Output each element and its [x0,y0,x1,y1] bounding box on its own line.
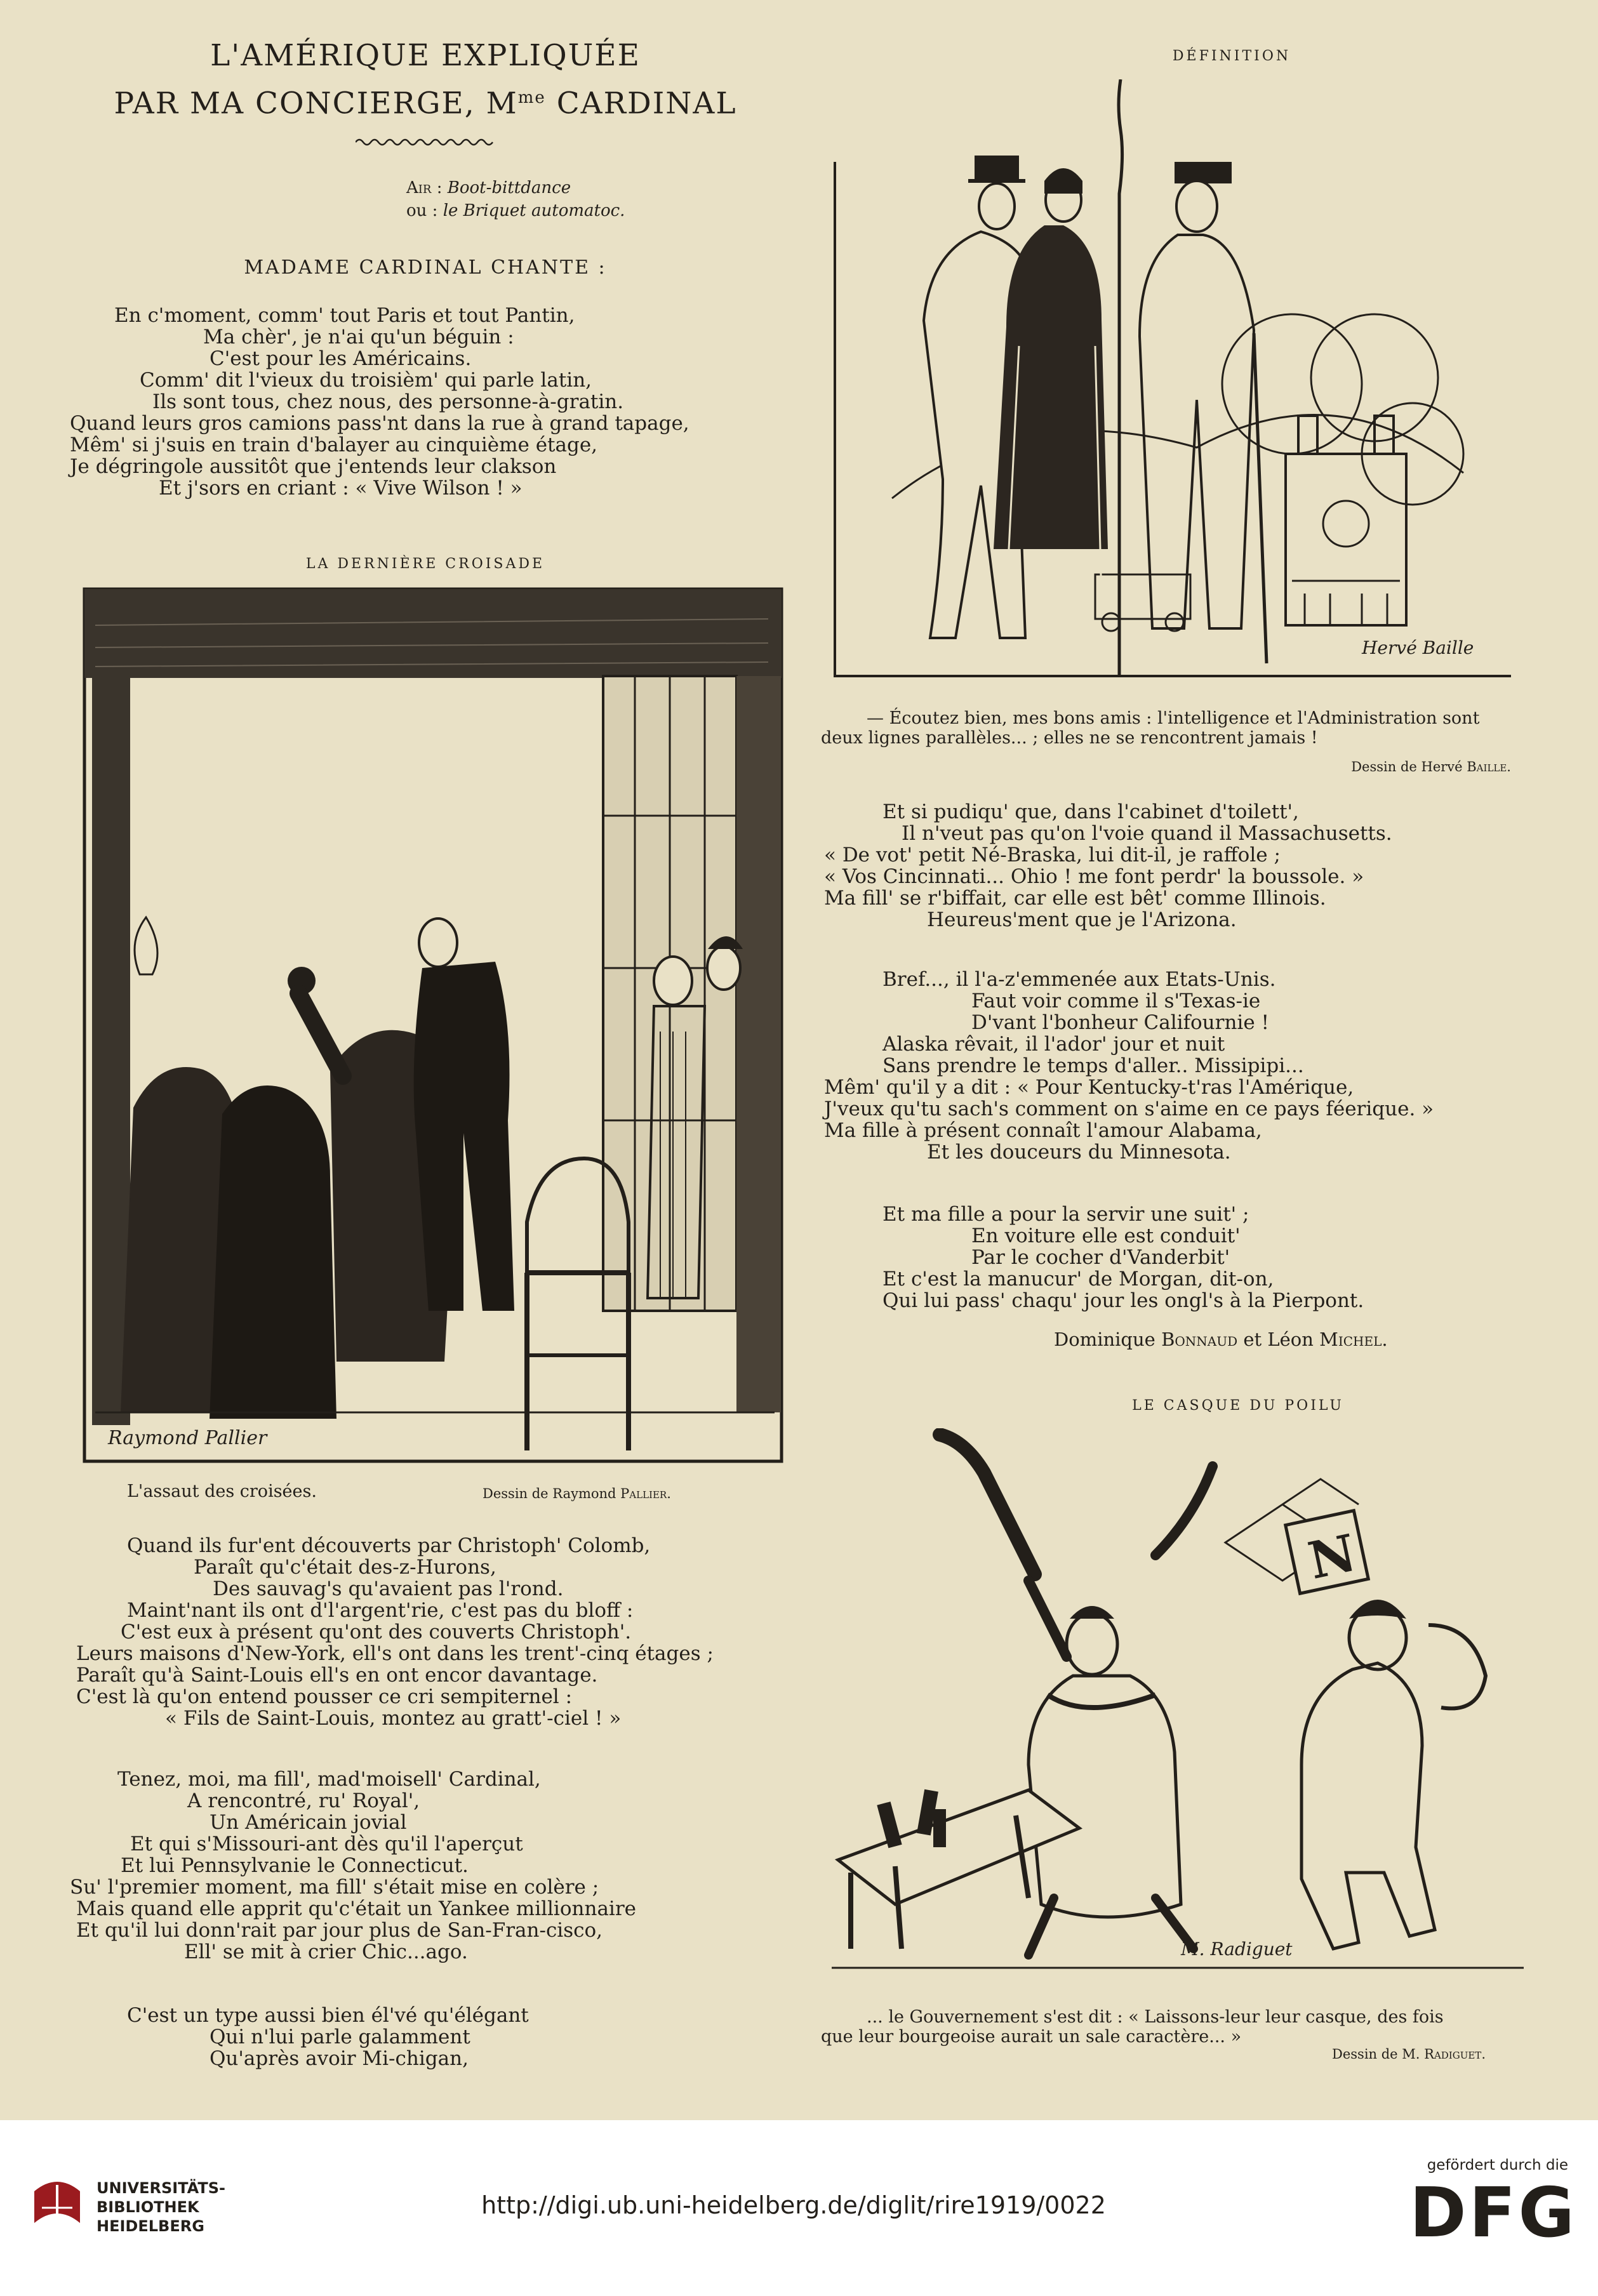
library-logo-icon [28,2179,86,2237]
verse-line: Et qu'il lui donn'rait par jour plus de San-Fran-cisco, [76,1919,603,1942]
verse-line: Ma fill' se r'biffait, car elle est bêt' comme Illinois. [824,887,1326,910]
croisade-signature: Raymond Pallier [108,1427,267,1449]
verse-line: Et lui Pennsylvanie le Connecticut. [121,1854,469,1877]
definition-signature: Hervé Baille [1362,637,1474,658]
article-title [51,35,800,125]
croisade-illustration [83,587,783,1463]
library-name-line-3: HEIDELBERG [97,2217,204,2235]
air-block [406,176,800,222]
title-ornament [356,137,495,147]
casque-caption [816,2007,1540,2047]
verse-line: A rencontré, ru' Royal', [187,1789,420,1812]
stanza-3 [63,1768,800,1963]
verse-line: En c'moment, comm' tout Paris et tout Pantin, [114,304,575,327]
air-label: Air : [406,178,443,197]
verse-line: Su' l'premier moment, ma fill' s'était mise en colère ; [70,1876,599,1899]
stanza-7 [819,1204,1543,1311]
croisade-caption [127,1482,800,1501]
article-signature: Dominique Bonnaud et Léon Michel. [1054,1329,1388,1350]
casque-signature: M. Radiguet [1181,1939,1293,1960]
verse-line: Quand leurs gros camions pass'nt dans la rue à grand tapage, [70,412,689,435]
verse-line: Ils sont tous, chez nous, des personne-à-gratin. [152,390,624,413]
verse-line: Et c'est la manucur' de Morgan, dit-on, [882,1268,1274,1291]
verse-line: Ell' se mit à crier Chic...ago. [184,1941,468,1963]
verse-line: Ma chèr', je n'ai qu'un béguin : [203,326,514,348]
verse-line: Qui n'lui parle galamment [210,2026,470,2048]
verse-line: Et les douceurs du Minnesota. [927,1141,1231,1164]
verse-line: Sans prendre le temps d'aller.. Missipipi... [882,1054,1304,1077]
verse-line: Mais quand elle apprit qu'c'était un Yankee millionnaire [76,1897,637,1920]
casque-caption-line-1: ... le Gouvernement s'est dit : « Laissons-leur leur casque, des fois [867,2007,1444,2027]
croisade-heading: LA DERNIÈRE CROISADE [305,556,545,572]
verse-line: Et si pudiqu' que, dans l'cabinet d'toilett', [882,800,1299,823]
verse-line: Tenez, moi, ma fill', mad'moisell' Cardinal, [117,1768,541,1791]
stanza-5 [819,801,1543,931]
verse-line: Heureus'ment que je l'Arizona. [927,908,1237,931]
verse-line: J'veux qu'tu sach's comment on s'aime en ce pays féerique. » [824,1098,1434,1120]
stanza-2 [63,1535,800,1729]
verse-line: Paraît qu'à Saint-Louis ell's en ont encor davantage. [76,1664,598,1687]
definition-caption-line-1: — Écoutez bien, mes bons amis : l'intelligence et l'Administration sont [867,708,1480,728]
croisade-caption-text: L'assaut des croisées. [127,1482,317,1501]
verse-line: Alaska rêvait, il l'ador' jour et nuit [882,1033,1225,1056]
verse-line: Qui lui pass' chaqu' jour les ongl's à la Pierpont. [882,1289,1364,1312]
definition-heading: DÉFINITION [1172,48,1291,64]
definition-illustration [829,79,1517,692]
verse-line: Mêm' si j'suis en train d'balayer au cinquième étage, [70,434,598,456]
air-tune-2: le Briquet automatoc. [443,201,625,220]
verse-line: Par le cocher d'Vanderbit' [971,1246,1230,1269]
library-name [97,2179,225,2236]
verse-line: Des sauvag's qu'avaient pas l'rond. [213,1577,564,1600]
verse-line: « Vos Cincinnati... Ohio ! me font perdr' la boussole. » [824,865,1364,888]
verse-line: Et ma fille a pour la servir une suit' ; [882,1203,1249,1226]
casque-sign-letter: N [1303,1522,1361,1591]
funded-by-label: gefördert durch die [1427,2157,1568,2173]
casque-caption-line-2: que leur bourgeoise aurait un sale caractère... » [821,2027,1242,2047]
casque-heading: LE CASQUE DU POILU [1132,1398,1344,1414]
verse-line: Paraît qu'c'était des-z-Hurons, [194,1556,496,1579]
croisade-credit: Dessin de Raymond Pallier. [483,1486,671,1501]
verse-line: Faut voir comme il s'Texas-ie [971,990,1261,1012]
definition-caption [816,708,1540,748]
verse-line: D'vant l'bonheur Califournie ! [971,1011,1269,1034]
definition-credit: Dessin de Hervé Baille. [1351,759,1511,774]
chant-heading: MADAME CARDINAL CHANTE : [244,256,607,279]
verse-line: Je dégringole aussitôt que j'entends leur clakson [70,455,557,478]
verse-line: C'est pour les Américains. [210,347,472,370]
verse-line: En voiture elle est conduit' [971,1224,1241,1247]
title-line-1: L'AMÉRIQUE EXPLIQUÉE [210,38,641,73]
verse-line: Et qui s'Missouri-ant dès qu'il l'aperçut [130,1833,523,1855]
verse-line: « Fils de Saint-Louis, montez au gratt'-ciel ! » [165,1707,622,1730]
library-name-line-1: UNIVERSITÄTS- [97,2179,226,2197]
verse-line: Qu'après avoir Mi-chigan, [210,2047,469,2070]
verse-line: Leurs maisons d'New-York, ell's ont dans les trent'-cinq étages ; [76,1642,714,1665]
verse-line: Bref..., il l'a-z'emmenée aux Etats-Unis. [882,968,1276,991]
verse-line: Maint'nant ils ont d'l'argent'rie, c'est pas du bloff : [127,1599,634,1622]
verse-line: Il n'veut pas qu'on l'voie quand il Massachusetts. [902,822,1392,845]
stanza-4 [63,2005,800,2069]
verse-line: C'est là qu'on entend pousser ce cri sempiternel : [76,1685,573,1708]
verse-line: Comm' dit l'vieux du troisièm' qui parle latin, [140,369,592,392]
casque-illustration [825,1428,1530,1981]
definition-caption-line-2: deux lignes parallèles... ; elles ne se rencontrent jamais ! [821,728,1318,748]
dfg-logo: DFG [1409,2173,1578,2253]
source-url-link[interactable]: http://digi.ub.uni-heidelberg.de/diglit/rire1919/0022 [481,2191,1106,2219]
verse-line: C'est un type aussi bien él'vé qu'élégant [127,2004,529,2027]
library-name-line-2: BIBLIOTHEK [97,2198,199,2216]
title-line-2: PAR MA CONCIERGE, $M^{me}$ CARDINAL [114,86,737,121]
verse-line: Mêm' qu'il y a dit : « Pour Kentucky-t'ras l'Amérique, [824,1076,1354,1099]
verse-line: Ma fille à présent connaît l'amour Alabama, [824,1119,1262,1142]
air-tune-1: Boot-bittdance [447,178,571,197]
verse-line: C'est eux à présent qu'ont des couverts Christoph'. [121,1621,632,1643]
verse-line: Un Américain jovial [210,1811,407,1834]
verse-line: « De vot' petit Né-Braska, lui dit-il, je raffole ; [824,844,1281,866]
verse-line: Quand ils fur'ent découverts par Christoph' Colomb, [127,1534,651,1557]
air-or: ou : [406,201,438,220]
library-footer [0,2120,1598,2296]
casque-credit: Dessin de M. Radiguet. [1332,2047,1486,2062]
stanza-6 [819,969,1543,1163]
verse-line: Et j'sors en criant : « Vive Wilson ! » [159,477,523,500]
stanza-1 [63,305,800,499]
